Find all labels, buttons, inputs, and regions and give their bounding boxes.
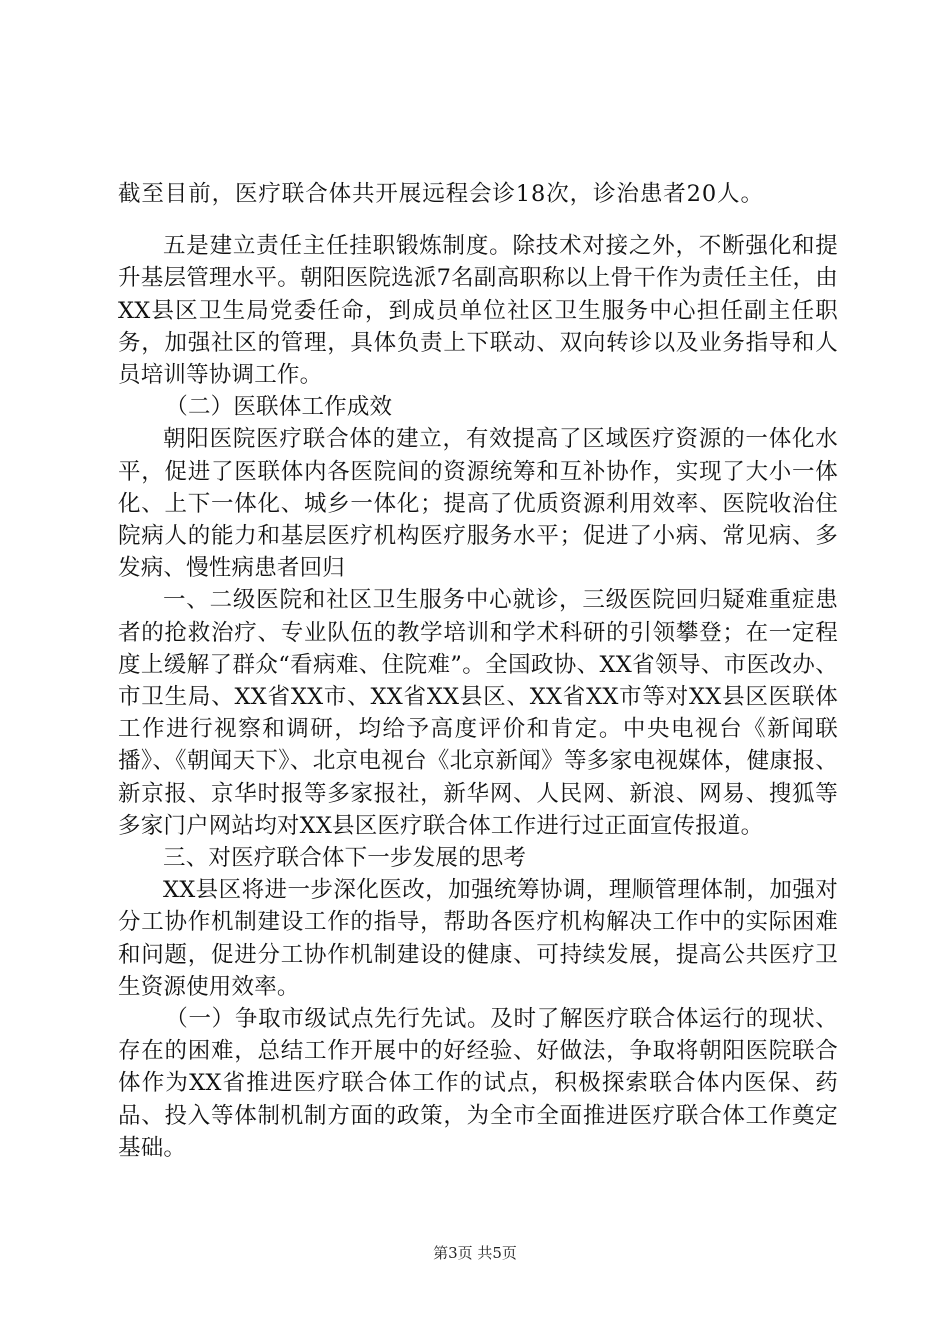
section-heading-achievements: （二）医联体工作成效 xyxy=(165,394,393,421)
section-heading-future-thoughts: 三、对医疗联合体下一步发展的思考 xyxy=(163,845,527,872)
paragraph-pilot-program: （一）争取市级试点先行先试。及时了解医疗联合体运行的现状、存在的困难，总结工作开展中的好经验、好做法，争取将朝阳医院联合体作为XX省推进医疗联合体工作的试点，积极探索联合体内医保、药品、投入等体制机制方面的政策，为全市全面推进医疗联合体工作奠定基础。 xyxy=(118,1006,838,1161)
paragraph-achievements: 朝阳医院医疗联合体的建立，有效提高了区域医疗资源的一体化水平，促进了医联体内各医院间的资源统筹和互补协作，实现了大小一体化、上下一体化、城乡一体化；提高了优质资源利用效率、医院收治住院病人的能力和基层医疗机构医疗服务水平；促进了小病、常见病、多发病、慢性病患者回归 xyxy=(118,426,838,582)
page-number-label: 第3页 共5页 xyxy=(433,1244,517,1262)
paragraph-responsibility-director: 五是建立责任主任挂职锻炼制度。除技术对接之外，不断强化和提升基层管理水平。朝阳医院选派7名副高职称以上骨干作为责任主任，由XX县区卫生局党委任命，到成员单位社区卫生服务中心担任副主任职务，加强社区的管理，具体负责上下联动、双向转诊以及业务指导和人员培训等协调工作。 xyxy=(118,233,838,389)
page-footer xyxy=(0,1242,950,1263)
paragraph-remote-consultation: 截至目前，医疗联合体共开展远程会诊18次，诊治患者20人。 xyxy=(118,181,764,207)
paragraph-media-coverage: 一、二级医院和社区卫生服务中心就诊，三级医院回归疑难重症患者的抢救治疗、专业队伍的教学培训和学术科研的引领攀登；在一定程度上缓解了群众“看病难、住院难”。全国政协、XX省领导、市医改办、市卫生局、XX省XX市、XX省XX县区、XX省XX市等对XX县区医联体工作进行视察和调研，均给予高度评价和肯定。中央电视台《新闻联播》、《朝闻天下》、北京电视台《北京新闻》等多家电视媒体，健康报、新京报、京华时报等多家报社，新华网、人民网、新浪、网易、搜狐等多家门户网站均对XX县区医疗联合体工作进行过正面宣传报道。 xyxy=(118,587,838,839)
document-body xyxy=(118,178,838,1164)
paragraph-deepen-reform: XX县区将进一步深化医改，加强统筹协调，理顺管理体制，加强对分工协作机制建设工作的指导，帮助各医疗机构解决工作中的实际困难和问题，促进分工协作机制建设的健康、可持续发展，提高公共医疗卫生资源使用效率。 xyxy=(118,877,838,1000)
